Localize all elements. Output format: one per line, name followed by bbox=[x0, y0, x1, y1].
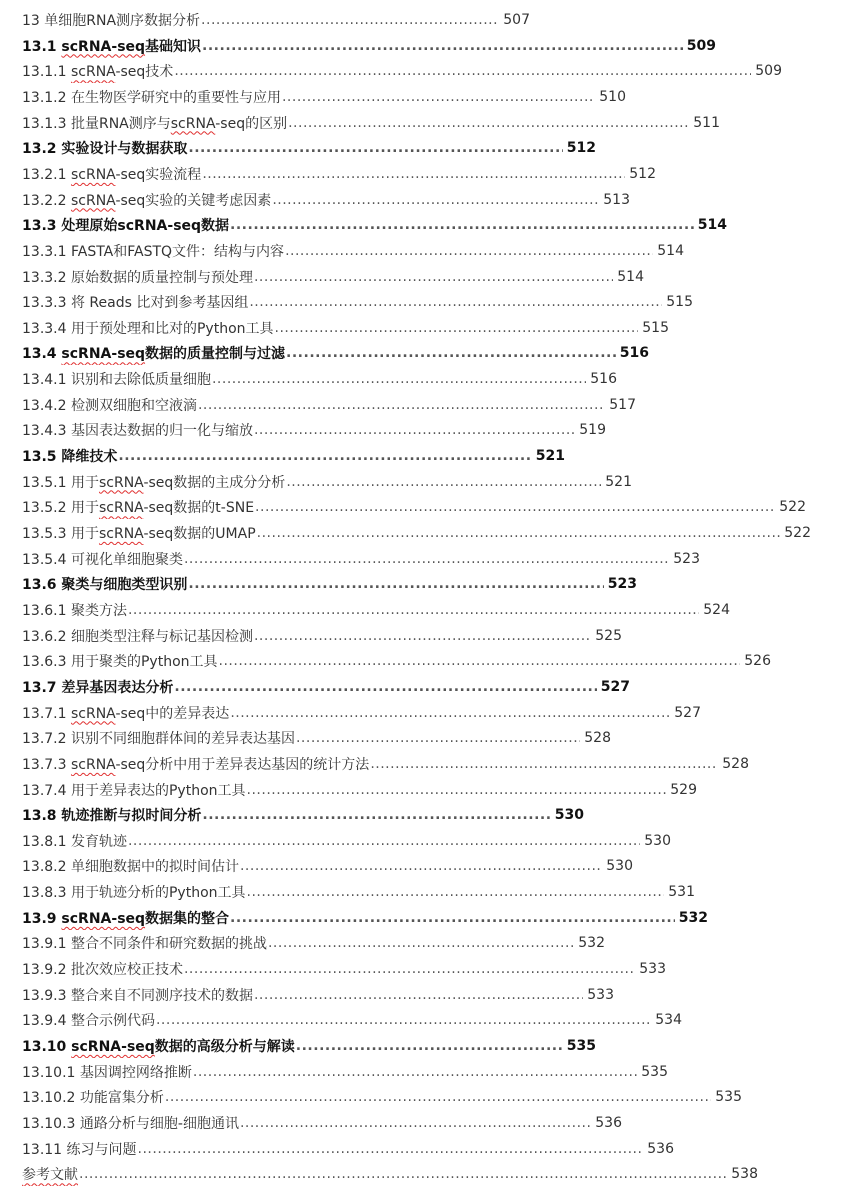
dot-leader bbox=[275, 320, 639, 336]
toc-entry-page: 529 bbox=[670, 781, 697, 798]
toc-entry-page: 515 bbox=[642, 319, 669, 336]
toc-entry[interactable] bbox=[22, 393, 636, 417]
spellcheck-mark: scRNA bbox=[98, 474, 144, 491]
dot-leader bbox=[268, 935, 574, 951]
toc-entry[interactable] bbox=[22, 701, 701, 725]
dot-leader bbox=[254, 269, 613, 285]
toc-entry-title: 13.1.2 在生物医学研究中的重要性与应用 bbox=[22, 89, 281, 106]
toc-entry-page: 511 bbox=[693, 114, 720, 131]
spellcheck-mark: scRNA-seq bbox=[61, 38, 146, 55]
toc-entry[interactable] bbox=[22, 803, 584, 827]
toc-entry[interactable] bbox=[22, 906, 708, 930]
toc-entry-title: 13.4 scRNA-seq数据的质量控制与过滤 bbox=[22, 346, 286, 363]
toc-entry[interactable] bbox=[22, 59, 782, 83]
dot-leader bbox=[230, 705, 670, 721]
dot-leader bbox=[128, 602, 699, 618]
dot-leader bbox=[202, 807, 550, 823]
spellcheck-mark: scRNA bbox=[70, 192, 116, 209]
toc-entry[interactable] bbox=[22, 649, 771, 673]
toc-entry[interactable] bbox=[22, 1162, 758, 1186]
toc-entry-page: 535 bbox=[641, 1063, 668, 1080]
toc-entry-page: 527 bbox=[600, 678, 630, 695]
toc-entry[interactable] bbox=[22, 1111, 622, 1135]
toc-entry[interactable] bbox=[22, 239, 684, 263]
toc-entry-title: 13 单细胞RNA测序数据分析 bbox=[22, 13, 201, 29]
toc-entry[interactable] bbox=[22, 983, 614, 1007]
toc-entry[interactable] bbox=[22, 136, 596, 160]
toc-entry-title: 13.5.2 用于scRNA-seq数据的t-SNE bbox=[22, 500, 255, 517]
dot-leader bbox=[249, 294, 662, 310]
toc-entry-page: 535 bbox=[566, 1038, 596, 1054]
toc-entry-page: 516 bbox=[590, 371, 617, 388]
dot-leader bbox=[240, 1115, 591, 1131]
toc-entry-title: 13.2.1 scRNA-seq实验流程 bbox=[22, 166, 202, 183]
toc-entry-page: 530 bbox=[606, 858, 633, 875]
toc-entry-page: 527 bbox=[674, 704, 701, 721]
toc-entry-title: 13.1.1 scRNA-seq技术 bbox=[22, 64, 174, 81]
toc-entry-title: 13.7.2 识别不同细胞群体间的差异表达基因 bbox=[22, 731, 295, 748]
toc-entry-title: 13.10 scRNA-seq数据的高级分析与解读 bbox=[22, 1039, 295, 1055]
toc-entry-page: 523 bbox=[673, 550, 700, 567]
dot-leader bbox=[174, 679, 596, 695]
toc-entry[interactable] bbox=[22, 495, 806, 519]
toc-entry-title: 13.1 scRNA-seq基础知识 bbox=[22, 38, 202, 55]
toc-entry-page: 512 bbox=[566, 140, 596, 157]
dot-leader bbox=[128, 833, 640, 849]
toc-entry-title: 13.4.3 基因表达数据的归一化与缩放 bbox=[22, 423, 253, 440]
spellcheck-mark: scRNA-seq bbox=[61, 910, 146, 927]
toc-entry[interactable] bbox=[22, 290, 693, 314]
toc-entry[interactable] bbox=[22, 162, 656, 186]
spellcheck-mark: scRNA bbox=[98, 526, 144, 542]
toc-entry[interactable] bbox=[22, 675, 630, 699]
dot-leader bbox=[370, 756, 718, 772]
dot-leader bbox=[118, 448, 531, 464]
dot-leader bbox=[254, 422, 575, 438]
toc-entry-title: 13.5 降维技术 bbox=[22, 449, 118, 466]
toc-entry-page: 521 bbox=[535, 448, 565, 465]
toc-entry-page: 519 bbox=[579, 422, 606, 439]
toc-entry[interactable] bbox=[22, 213, 727, 237]
spellcheck-mark: scRNA-seq bbox=[71, 1039, 155, 1055]
dot-leader bbox=[255, 499, 775, 515]
toc-entry-page: 538 bbox=[731, 1166, 758, 1183]
toc-entry[interactable] bbox=[22, 931, 605, 955]
toc-entry-page: 532 bbox=[578, 935, 605, 952]
toc-entry-page: 536 bbox=[647, 1140, 674, 1157]
toc-entry-title: 13.7.3 scRNA-seq分析中用于差异表达基因的统计方法 bbox=[22, 756, 370, 773]
toc-entry-page: 514 bbox=[657, 242, 684, 259]
toc-entry[interactable] bbox=[22, 367, 617, 391]
toc-entry-title: 13.3.3 将 Reads 比对到参考基因组 bbox=[22, 295, 249, 312]
toc-entry-title bbox=[22, 1164, 78, 1184]
dot-leader bbox=[247, 884, 665, 900]
dot-leader bbox=[296, 1038, 563, 1054]
toc-entry-title: 13.5.3 用于scRNA-seq数据的UMAP bbox=[22, 526, 256, 542]
toc-entry[interactable] bbox=[22, 85, 626, 109]
dot-leader bbox=[79, 1166, 727, 1182]
toc-entry[interactable] bbox=[22, 598, 730, 622]
spellcheck-mark: scRNA bbox=[70, 756, 116, 773]
toc-entry-title: 13.6.2 细胞类型注释与标记基因检测 bbox=[22, 628, 253, 645]
dot-leader bbox=[240, 858, 602, 874]
toc-entry-title: 13.7.1 scRNA-seq中的差异表达 bbox=[22, 705, 230, 722]
toc-entry-title: 13.8.2 单细胞数据中的拟时间估计 bbox=[22, 859, 239, 876]
toc-entry-title: 13.9.2 批次效应校正技术 bbox=[22, 962, 183, 979]
toc-entry[interactable] bbox=[22, 957, 666, 981]
toc-entry[interactable] bbox=[22, 1008, 682, 1032]
toc-entry-title: 13.3 处理原始scRNA-seq数据 bbox=[22, 218, 230, 235]
spellcheck-mark: scRNA bbox=[170, 115, 216, 132]
dot-leader bbox=[286, 474, 601, 490]
toc-entry-title: 13.10.1 基因调控网络推断 bbox=[22, 1064, 192, 1081]
toc-entry-title: 13.6.3 用于聚类的Python工具 bbox=[22, 654, 218, 671]
spellcheck-mark: scRNA bbox=[70, 705, 116, 722]
toc-entry-title: 13.10.3 通路分析与细胞-细胞通讯 bbox=[22, 1115, 239, 1132]
dot-leader bbox=[219, 653, 741, 669]
toc-entry[interactable] bbox=[22, 188, 630, 212]
toc-entry[interactable] bbox=[22, 572, 637, 596]
dot-leader bbox=[201, 12, 499, 28]
dot-leader bbox=[156, 1012, 651, 1028]
toc-entry-page: 522 bbox=[779, 499, 806, 516]
toc-entry[interactable] bbox=[22, 624, 622, 648]
toc-entry-page: 513 bbox=[603, 191, 630, 208]
toc-entry-page: 535 bbox=[715, 1089, 742, 1106]
toc-entry[interactable] bbox=[22, 316, 669, 340]
toc-entry[interactable] bbox=[22, 8, 530, 32]
toc-entry-title: 13.6 聚类与细胞类型识别 bbox=[22, 577, 188, 594]
toc-entry-title: 13.4.2 检测双细胞和空液滴 bbox=[22, 397, 197, 414]
toc-entry-title: 13.10.2 功能富集分析 bbox=[22, 1090, 164, 1107]
dot-leader bbox=[138, 1141, 644, 1157]
toc-entry-title: 13.5.4 可视化单细胞聚类 bbox=[22, 551, 183, 568]
dot-leader bbox=[247, 782, 667, 798]
toc-entry-page: 509 bbox=[755, 63, 782, 80]
toc-entry-page: 530 bbox=[554, 807, 584, 824]
toc-entry-title: 13.8 轨迹推断与拟时间分析 bbox=[22, 808, 202, 825]
toc-entry-page: 509 bbox=[686, 37, 716, 54]
dot-leader bbox=[286, 345, 616, 361]
toc-entry[interactable] bbox=[22, 418, 606, 442]
toc-entry[interactable] bbox=[22, 265, 644, 289]
dot-leader bbox=[296, 730, 580, 746]
toc-entry[interactable] bbox=[22, 547, 700, 571]
dot-leader bbox=[184, 551, 669, 567]
dot-leader bbox=[165, 1089, 711, 1105]
toc-entry-page: 525 bbox=[595, 627, 622, 644]
dot-leader bbox=[254, 987, 583, 1003]
toc-entry[interactable] bbox=[22, 726, 611, 750]
toc-entry-title: 13.8.3 用于轨迹分析的Python工具 bbox=[22, 885, 246, 902]
toc-entry-page: 526 bbox=[744, 653, 771, 670]
toc-entry[interactable] bbox=[22, 521, 811, 545]
toc-entry-title: 13.4.1 识别和去除低质量细胞 bbox=[22, 372, 211, 389]
dot-leader bbox=[288, 115, 689, 131]
toc-entry[interactable] bbox=[22, 1034, 596, 1058]
toc-entry-title: 13.8.1 发育轨迹 bbox=[22, 833, 127, 850]
toc-entry-page: 514 bbox=[697, 217, 727, 234]
dot-leader bbox=[282, 89, 595, 105]
toc-entry[interactable] bbox=[22, 1085, 742, 1109]
toc-entry-page: 510 bbox=[599, 88, 626, 105]
toc-entry-title: 13.3.4 用于预处理和比对的Python工具 bbox=[22, 320, 274, 337]
toc-entry[interactable] bbox=[22, 1137, 674, 1161]
dot-leader bbox=[188, 140, 562, 156]
toc-entry-title: 13.9.3 整合来自不同测序技术的数据 bbox=[22, 987, 253, 1004]
toc-entry[interactable] bbox=[22, 854, 633, 878]
toc-entry[interactable] bbox=[22, 1060, 668, 1084]
dot-leader bbox=[272, 192, 599, 208]
toc-entry[interactable] bbox=[22, 880, 695, 904]
dot-leader bbox=[257, 525, 781, 541]
dot-leader bbox=[285, 243, 653, 259]
toc-entry-page: 533 bbox=[587, 986, 614, 1003]
toc-entry-page: 528 bbox=[584, 730, 611, 747]
toc-entry-page: 531 bbox=[668, 884, 695, 901]
toc-entry[interactable] bbox=[22, 752, 749, 776]
toc-entry-page: 528 bbox=[722, 755, 749, 772]
toc-entry-page: 516 bbox=[619, 345, 649, 362]
dot-leader bbox=[202, 38, 683, 54]
dot-leader bbox=[198, 397, 605, 413]
toc-entry-page: 523 bbox=[607, 576, 637, 593]
toc-entry-page: 512 bbox=[629, 165, 656, 182]
toc-entry[interactable] bbox=[22, 829, 671, 853]
toc-entry-title: 13.3.2 原始数据的质量控制与预处理 bbox=[22, 269, 253, 286]
toc-entry[interactable] bbox=[22, 444, 565, 468]
spellcheck-mark: scRNA bbox=[70, 64, 116, 81]
toc-entry-title: 13.2 实验设计与数据获取 bbox=[22, 141, 188, 158]
toc-entry-page: 530 bbox=[644, 832, 671, 849]
toc-entry-title: 13.3.1 FASTA和FASTQ文件：结构与内容 bbox=[22, 243, 285, 260]
toc-entry-page: 533 bbox=[639, 961, 666, 978]
toc-entry-page: 524 bbox=[703, 601, 730, 618]
dot-leader bbox=[193, 1064, 637, 1080]
dot-leader bbox=[174, 63, 751, 79]
toc-entry-title: 13.7.4 用于差异表达的Python工具 bbox=[22, 782, 246, 799]
toc-entry-page: 514 bbox=[617, 268, 644, 285]
toc-entry-page: 522 bbox=[784, 525, 811, 541]
toc-entry-page: 517 bbox=[609, 396, 636, 413]
dot-leader bbox=[230, 910, 675, 926]
dot-leader bbox=[212, 371, 586, 387]
toc-entry-title: 13.1.3 批量RNA测序与scRNA-seq的区别 bbox=[22, 115, 288, 132]
dot-leader bbox=[254, 628, 591, 644]
toc-entry-title: 13.5.1 用于scRNA-seq数据的主成分分析 bbox=[22, 474, 286, 491]
toc-entry-page: 534 bbox=[655, 1012, 682, 1029]
dot-leader bbox=[202, 166, 625, 182]
spellcheck-mark: scRNA-seq bbox=[61, 346, 146, 363]
toc-entry-title: 13.6.1 聚类方法 bbox=[22, 602, 127, 619]
toc-entry-page: 515 bbox=[666, 294, 693, 311]
toc-entry-title: 13.9 scRNA-seq数据集的整合 bbox=[22, 910, 230, 927]
toc-entry[interactable] bbox=[22, 34, 716, 58]
spellcheck-mark: scRNA bbox=[70, 166, 116, 183]
toc-entry[interactable] bbox=[22, 470, 632, 494]
toc-entry[interactable] bbox=[22, 111, 720, 135]
toc-entry-title: 13.9.4 整合示例代码 bbox=[22, 1013, 155, 1030]
dot-leader bbox=[188, 576, 603, 592]
dot-leader bbox=[184, 961, 635, 977]
toc-entry-title: 13.7 差异基因表达分析 bbox=[22, 679, 174, 696]
dot-leader bbox=[230, 217, 694, 233]
toc-entry-title: 13.11 练习与问题 bbox=[22, 1141, 137, 1158]
toc-entry-page: 507 bbox=[503, 12, 530, 28]
toc-entry[interactable] bbox=[22, 778, 697, 802]
toc-entry-page: 532 bbox=[678, 909, 708, 926]
toc-entry-title: 13.2.2 scRNA-seq实验的关键考虑因素 bbox=[22, 192, 272, 209]
toc-entry-title: 13.9.1 整合不同条件和研究数据的挑战 bbox=[22, 936, 267, 953]
toc-entry-page: 521 bbox=[605, 473, 632, 490]
toc-entry-page: 536 bbox=[595, 1114, 622, 1131]
spellcheck-mark: scRNA bbox=[98, 500, 144, 517]
toc-entry[interactable] bbox=[22, 341, 649, 365]
spellcheck-mark: 参考文献 bbox=[22, 1167, 78, 1184]
